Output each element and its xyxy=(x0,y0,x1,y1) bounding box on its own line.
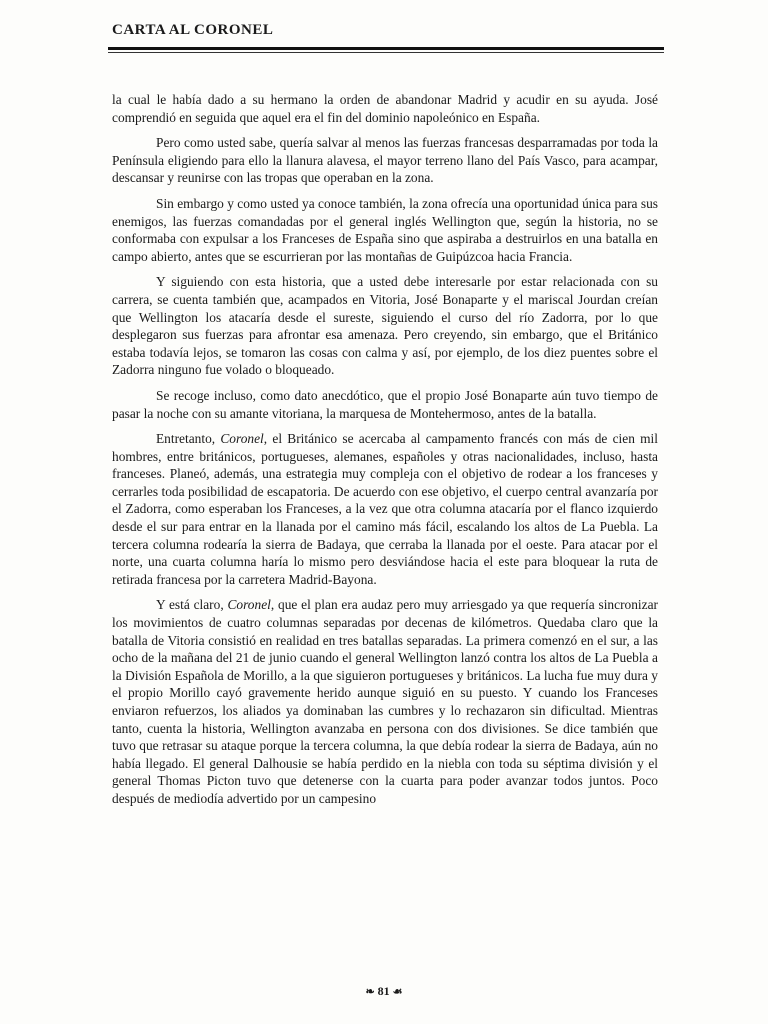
header-rule-thin xyxy=(108,52,664,53)
page-footer xyxy=(0,984,768,999)
paragraph-rest: , el Británico se acercaba al campamento francés con más de cien mil hombres, entre británicos, portugueses, alemanes, españoles y otras nacionalidades, incluso, hasta franceses. Planeó, además, una estrategia muy compleja con el objetivo de rodear a los franceses y cerrarles toda posibilidad de escapatoria. De acuerdo con ese objetivo, el cuerpo central avanzaría por el Zadorra, como esperaban los Franceses, a la vez que otra columna atacaría por el flanco izquierdo desde el sur para entrar en la llanada por el camino más fácil, escalando los altos de La Puebla. La tercera columna rodearía la sierra de Badaya, que cerraba la llanada por el oeste. Para atacar por el norte, una cuarta columna haría lo mismo pero desviándose hacia el este para bloquear la ruta de retirada francesa por la carretera Madrid-Bayona. xyxy=(112,431,658,587)
paragraph-lead: Entretanto, xyxy=(156,431,221,447)
header-rule xyxy=(108,47,664,50)
paragraph-lead: Y está claro, xyxy=(156,597,228,613)
ornament-left-icon: ❧ xyxy=(365,986,375,998)
paragraph xyxy=(112,596,658,807)
page-number: 81 xyxy=(377,984,390,998)
paragraph: Se recoge incluso, como dato anecdótico, que el propio José Bonaparte aún tuvo tiempo de pasar la noche con su amante vitoriana, la marquesa de Montehermoso, antes de la batalla. xyxy=(112,387,658,421)
body-text xyxy=(112,91,658,816)
emphasis: Coronel xyxy=(227,597,271,613)
paragraph: Y siguiendo con esta historia, que a usted debe interesarle por estar relacionada con su carrera, se cuenta también que, acampados en Vitoria, José Bonaparte y el mariscal Jourdan creían que Wellington los atacaría desde el sureste, siguiendo el curso del río Zadorra, por lo que desplegaron sus fuerzas para afrontar esa amenaza. Pero creyendo, sin embargo, que el Británico estaba todavía lejos, se tomaron las cosas con calma y así, por ejemplo, de los diez puentes sobre el Zadorra ninguno fue volado o bloqueado. xyxy=(112,274,658,378)
running-header: CARTA AL CORONEL xyxy=(112,22,274,38)
paragraph: la cual le había dado a su hermano la orden de abandonar Madrid y acudir en su ayuda. José comprendió en seguida que aquel era el fin del dominio napoleónico en España. xyxy=(112,92,658,125)
paragraph: Sin embargo y como usted ya conoce también, la zona ofrecía una oportunidad única para sus enemigos, las fuerzas comandadas por el general inglés Wellington que, según la historia, no se conformaba con expulsar a los Franceses de España sino que aspiraba a destruirlos en una batalla en campo abierto, antes que se escurrieran por las montañas de Guipúzcoa hacia Francia. xyxy=(112,195,658,264)
paragraph-rest: , que el plan era audaz pero muy arriesgado ya que requería sincronizar los movimientos de cuatro columnas separadas por decenas de kilómetros. Quedaba claro que la batalla de Vitoria consistió en realidad en tres batallas separadas. La primera comenzó en el sur, a las ocho de la mañana del 21 de junio cuando el general Wellington lanzó contra los altos de La Puebla a la División Española de Morillo, a la que siguieron portugueses y británicos. La lucha fue muy dura y el propio Morillo cayó gravemente herido aunque siguió en su puesto. Y cuando los Franceses enviaron refuerzos, los aliados ya dominaban las cumbres y lo rechazaron sin dificultad. Mientras tanto, cuenta la historia, Wellington avanzaba en persona con dos divisiones. Se dice también que tuvo que retrasar su ataque porque la tercera columna, la que debía rodear la sierra de Badaya, aún no había llegado. El general Dalhousie se había perdido en la niebla con toda su séptima división y el general Thomas Picton tuvo que detenerse con la cuarta para poder avanzar todos juntos. Poco después de mediodía advertido por un campesino xyxy=(112,597,658,806)
paragraph: Pero como usted sabe, quería salvar al menos las fuerzas francesas desparramadas por toda la Península eligiendo para ello la llanura alavesa, el mayor terreno llano del País Vasco, para acampar, descansar y reunirse con las tropas que operaban en la zona. xyxy=(112,135,658,186)
paragraph xyxy=(112,430,658,588)
emphasis: Coronel xyxy=(220,431,264,447)
ornament-right-icon: ☙ xyxy=(392,986,403,998)
